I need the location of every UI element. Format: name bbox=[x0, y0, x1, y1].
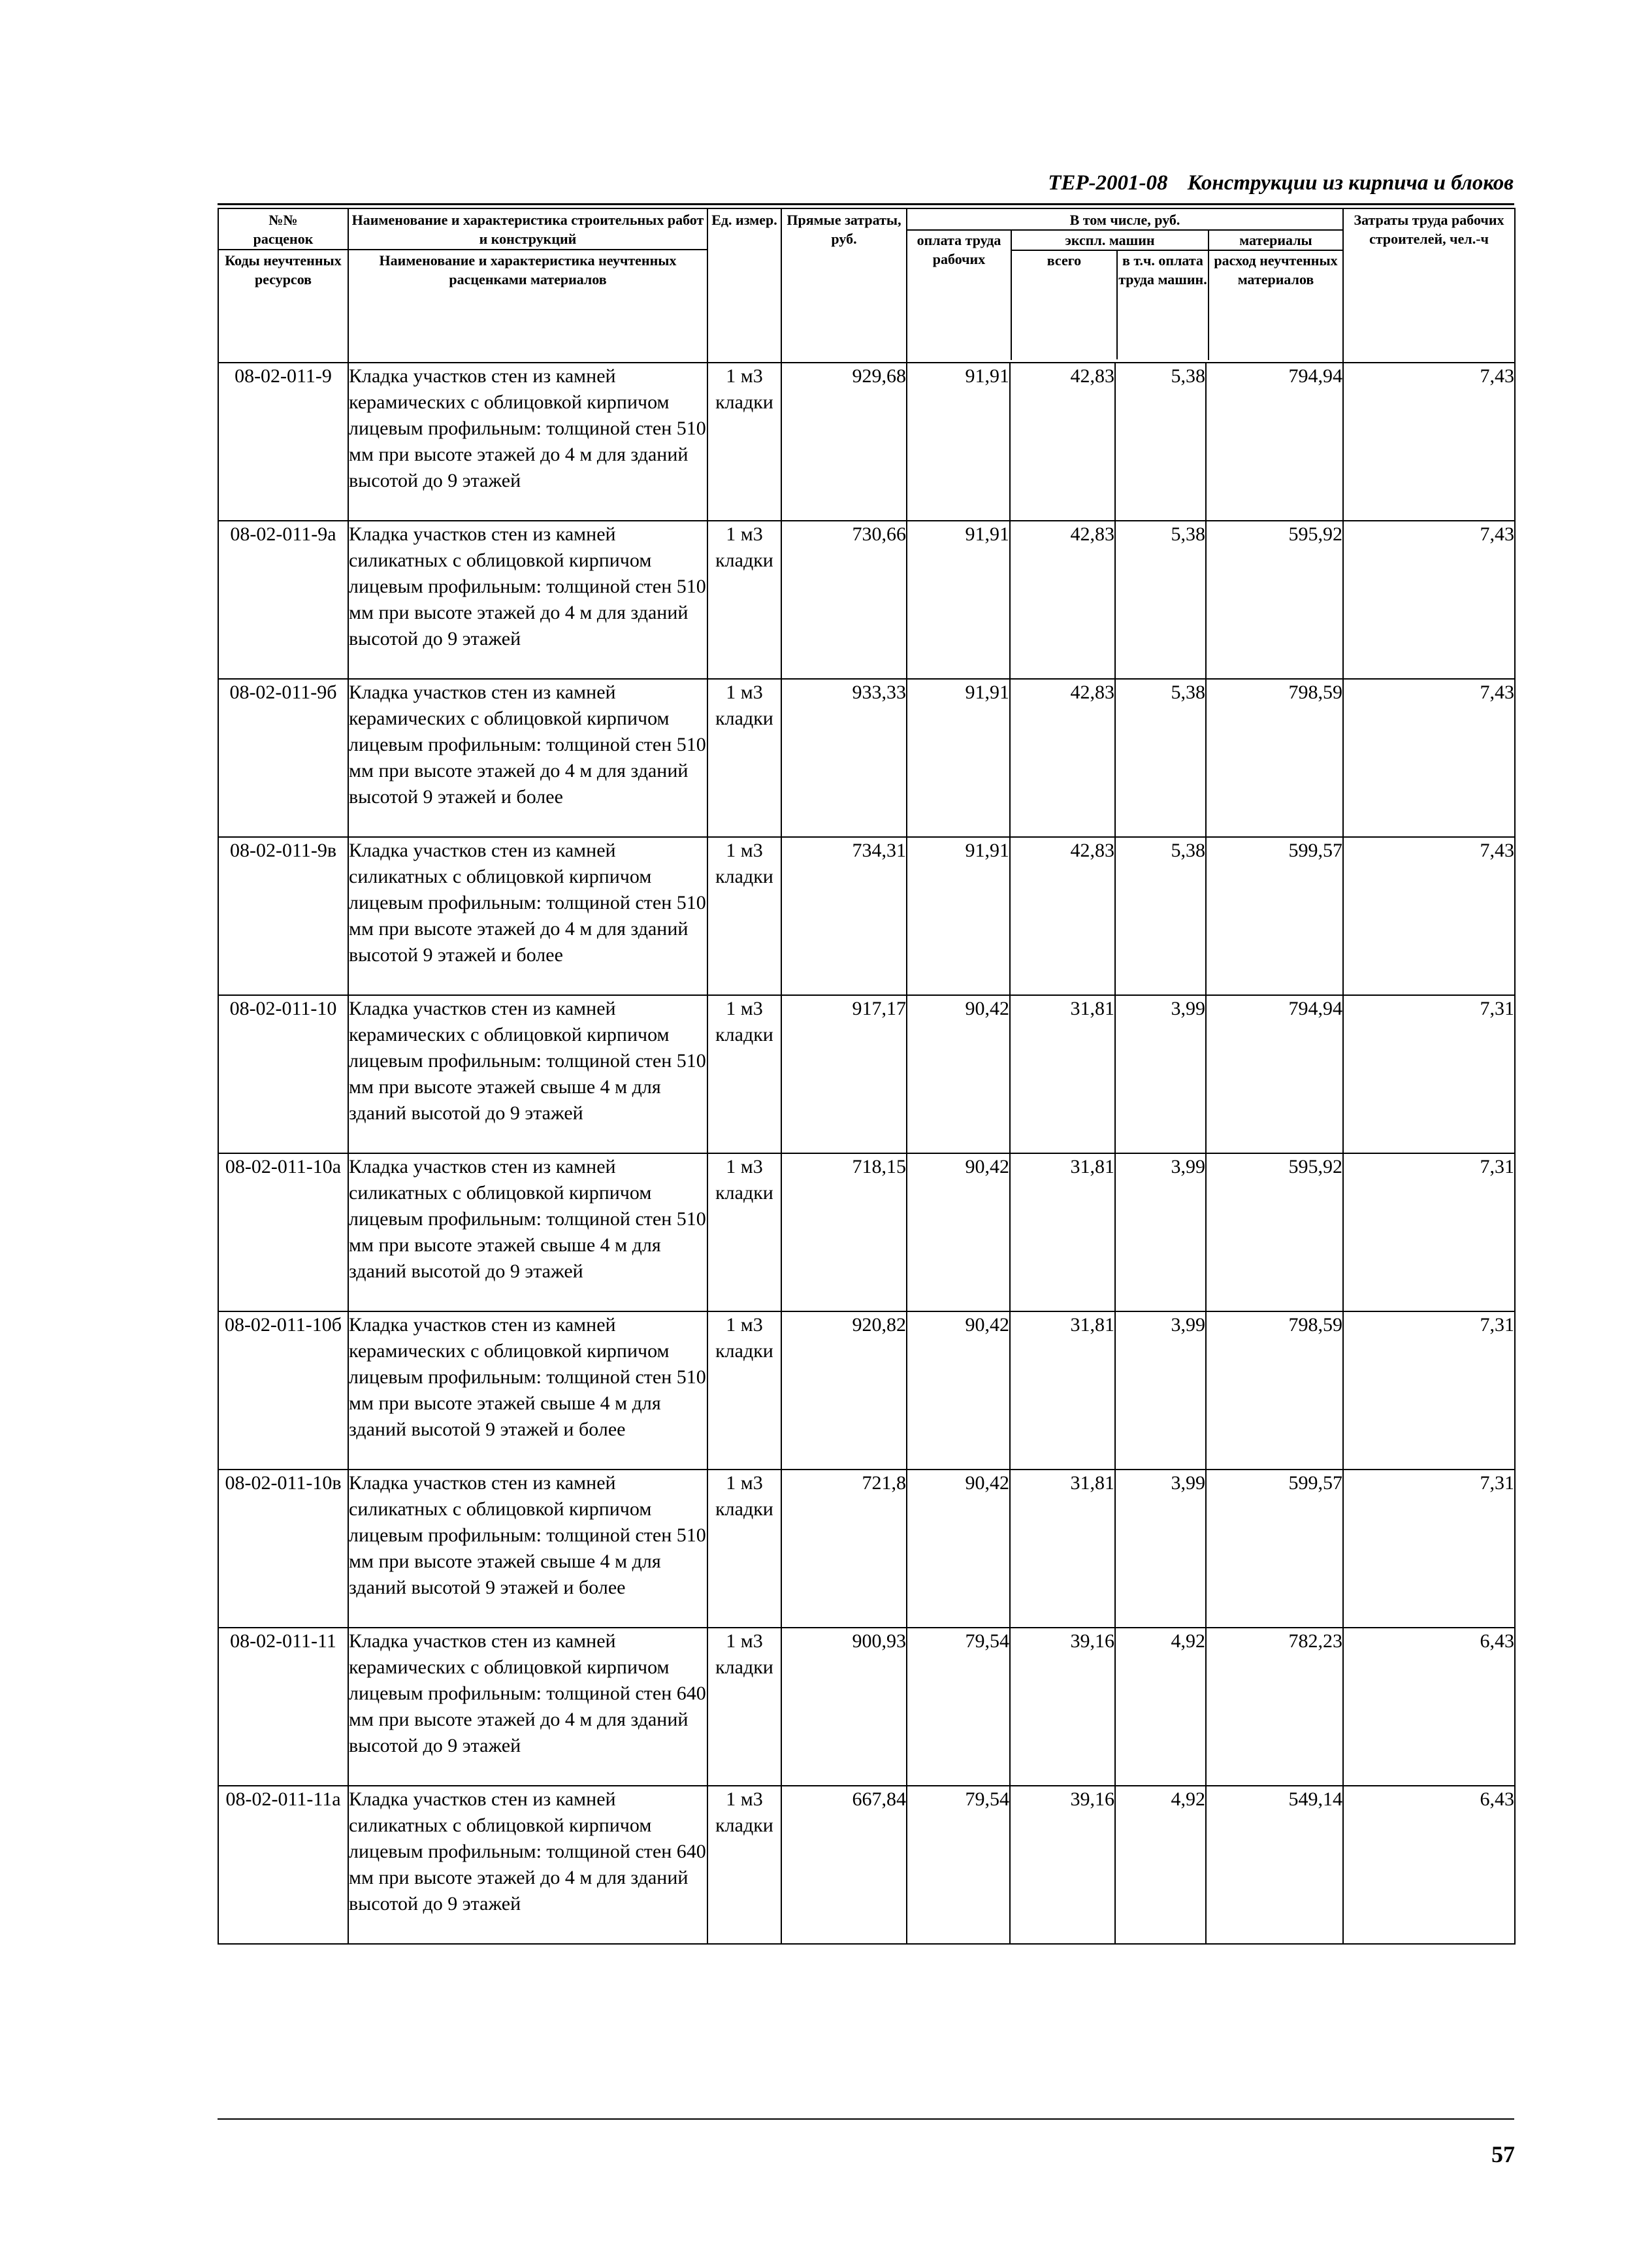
table-body bbox=[218, 363, 1515, 1944]
work-description: Кладка участков стен из камней силикатных с облицовкой кирпичом лицевым профильным: толщиной стен 510 мм при высоте этажей до 4 м для зданий высотой до 9 этажей bbox=[348, 521, 707, 679]
table-row bbox=[218, 1628, 1515, 1786]
direct-cost: 920,82 bbox=[781, 1311, 907, 1470]
labor-hours: 7,43 bbox=[1343, 679, 1515, 837]
machines-total: 31,81 bbox=[1010, 1470, 1115, 1628]
table-row bbox=[218, 679, 1515, 837]
direct-cost: 721,8 bbox=[781, 1470, 907, 1628]
unit-of-measure: 1 м3 кладки bbox=[707, 521, 781, 679]
header-group-label: В том числе, руб. bbox=[907, 209, 1342, 231]
rate-code: 08-02-011-9а bbox=[218, 521, 348, 679]
table-header bbox=[218, 208, 1515, 363]
work-description: Кладка участков стен из камней керамических с облицовкой кирпичом лицевым профильным: толщиной стен 510 мм при высоте этажей свыше 4 м для зданий высотой 9 этажей и более bbox=[348, 1311, 707, 1470]
machines-labor-pay: 4,92 bbox=[1115, 1628, 1206, 1786]
rate-code: 08-02-011-10а bbox=[218, 1153, 348, 1311]
machines-total: 31,81 bbox=[1010, 995, 1115, 1153]
machines-labor-pay: 5,38 bbox=[1115, 837, 1206, 995]
machines-labor-pay: 3,99 bbox=[1115, 1311, 1206, 1470]
materials-cost: 782,23 bbox=[1206, 1628, 1343, 1786]
table-row bbox=[218, 1786, 1515, 1944]
header-rule bbox=[218, 203, 1514, 205]
rate-code: 08-02-011-11 bbox=[218, 1628, 348, 1786]
table-row bbox=[218, 521, 1515, 679]
rate-code: 08-02-011-10б bbox=[218, 1311, 348, 1470]
machines-labor-pay: 5,38 bbox=[1115, 521, 1206, 679]
work-description: Кладка участков стен из камней силикатных с облицовкой кирпичом лицевым профильным: толщиной стен 510 мм при высоте этажей свыше 4 м для зданий высотой до 9 этажей bbox=[348, 1153, 707, 1311]
labor-hours: 7,43 bbox=[1343, 521, 1515, 679]
page-number: 57 bbox=[1491, 2141, 1515, 2167]
materials-cost: 549,14 bbox=[1206, 1786, 1343, 1944]
labor-hours: 7,31 bbox=[1343, 1153, 1515, 1311]
direct-cost: 917,17 bbox=[781, 995, 907, 1153]
unit-of-measure: 1 м3 кладки bbox=[707, 1786, 781, 1944]
unit-of-measure: 1 м3 кладки bbox=[707, 1628, 781, 1786]
materials-cost: 595,92 bbox=[1206, 1153, 1343, 1311]
header-cell-name bbox=[348, 208, 707, 363]
header-machines-label: экспл. машин bbox=[1012, 231, 1208, 251]
direct-cost: 900,93 bbox=[781, 1628, 907, 1786]
rate-code: 08-02-011-10в bbox=[218, 1470, 348, 1628]
work-description: Кладка участков стен из камней керамических с облицовкой кирпичом лицевым профильным: толщиной стен 510 мм при высоте этажей свыше 4 м для зданий высотой до 9 этажей bbox=[348, 995, 707, 1153]
table-row bbox=[218, 1311, 1515, 1470]
work-description: Кладка участков стен из камней силикатных с облицовкой кирпичом лицевым профильным: толщиной стен 510 мм при высоте этажей свыше 4 м для зданий высотой 9 этажей и более bbox=[348, 1470, 707, 1628]
machines-labor-pay: 4,92 bbox=[1115, 1786, 1206, 1944]
labor-pay: 90,42 bbox=[907, 1153, 1010, 1311]
materials-cost: 595,92 bbox=[1206, 521, 1343, 679]
machines-total: 42,83 bbox=[1010, 679, 1115, 837]
machines-total: 42,83 bbox=[1010, 837, 1115, 995]
machines-total: 31,81 bbox=[1010, 1311, 1115, 1470]
machines-labor-pay: 3,99 bbox=[1115, 995, 1206, 1153]
rate-code: 08-02-011-11а bbox=[218, 1786, 348, 1944]
labor-pay: 91,91 bbox=[907, 363, 1010, 521]
header-direct-label: Прямые затраты, руб. bbox=[787, 212, 901, 247]
header-labor-label: Затраты труда рабочих строителей, чел.-ч bbox=[1354, 212, 1504, 247]
materials-cost: 798,59 bbox=[1206, 679, 1343, 837]
header-name-bottom: Наименование и характеристика неучтенных расценками материалов bbox=[349, 249, 707, 289]
header-unit-label: Ед. измер. bbox=[711, 212, 777, 228]
header-cell-group bbox=[907, 208, 1343, 363]
direct-cost: 933,33 bbox=[781, 679, 907, 837]
machines-total: 42,83 bbox=[1010, 521, 1115, 679]
unit-of-measure: 1 м3 кладки bbox=[707, 1153, 781, 1311]
header-code-mid: расценок bbox=[253, 231, 314, 247]
machines-labor-pay: 5,38 bbox=[1115, 679, 1206, 837]
header-code-bottom: Коды неучтенных ресурсов bbox=[219, 249, 348, 289]
header-code-top: №№ bbox=[268, 212, 298, 228]
direct-cost: 667,84 bbox=[781, 1786, 907, 1944]
rates-table bbox=[218, 208, 1516, 1945]
work-description: Кладка участков стен из камней керамических с облицовкой кирпичом лицевым профильным: толщиной стен 510 мм при высоте этажей до 4 м для зданий высотой 9 этажей и более bbox=[348, 679, 707, 837]
labor-pay: 91,91 bbox=[907, 521, 1010, 679]
materials-cost: 599,57 bbox=[1206, 1470, 1343, 1628]
header-cell-direct bbox=[781, 208, 907, 363]
work-description: Кладка участков стен из камней силикатных с облицовкой кирпичом лицевым профильным: толщиной стен 640 мм при высоте этажей до 4 м для зданий высотой до 9 этажей bbox=[348, 1786, 707, 1944]
labor-hours: 7,31 bbox=[1343, 995, 1515, 1153]
table-row bbox=[218, 363, 1515, 521]
direct-cost: 929,68 bbox=[781, 363, 907, 521]
work-description: Кладка участков стен из камней керамических с облицовкой кирпичом лицевым профильным: толщиной стен 640 мм при высоте этажей до 4 м для зданий высотой до 9 этажей bbox=[348, 1628, 707, 1786]
header-cell-code bbox=[218, 208, 348, 363]
labor-pay: 91,91 bbox=[907, 837, 1010, 995]
machines-total: 39,16 bbox=[1010, 1786, 1115, 1944]
machines-labor-pay: 3,99 bbox=[1115, 1470, 1206, 1628]
header-cell-labor bbox=[1343, 208, 1515, 363]
table-row bbox=[218, 837, 1515, 995]
unit-of-measure: 1 м3 кладки bbox=[707, 363, 781, 521]
machines-labor-pay: 5,38 bbox=[1115, 363, 1206, 521]
header-machines-total: всего bbox=[1012, 251, 1118, 359]
header-pay-label: оплата труда рабочих bbox=[907, 231, 1012, 360]
direct-cost: 718,15 bbox=[781, 1153, 907, 1311]
labor-hours: 7,43 bbox=[1343, 363, 1515, 521]
labor-hours: 7,31 bbox=[1343, 1470, 1515, 1628]
labor-pay: 79,54 bbox=[907, 1786, 1010, 1944]
table-row bbox=[218, 1470, 1515, 1628]
labor-hours: 6,43 bbox=[1343, 1786, 1515, 1944]
rate-code: 08-02-011-9 bbox=[218, 363, 348, 521]
header-machines-incl: в т.ч. оплата труда машин. bbox=[1118, 252, 1207, 288]
unit-of-measure: 1 м3 кладки bbox=[707, 995, 781, 1153]
labor-pay: 90,42 bbox=[907, 1311, 1010, 1470]
header-name-top: Наименование и характеристика строительных работ и конструкций bbox=[351, 212, 704, 247]
direct-cost: 734,31 bbox=[781, 837, 907, 995]
unit-of-measure: 1 м3 кладки bbox=[707, 679, 781, 837]
header-materials-label: материалы bbox=[1209, 231, 1342, 251]
section-title: Конструкции из кирпича и блоков bbox=[1187, 171, 1514, 195]
machines-total: 39,16 bbox=[1010, 1628, 1115, 1786]
rate-code: 08-02-011-9в bbox=[218, 837, 348, 995]
labor-pay: 90,42 bbox=[907, 995, 1010, 1153]
unit-of-measure: 1 м3 кладки bbox=[707, 1311, 781, 1470]
table-row bbox=[218, 995, 1515, 1153]
labor-pay: 91,91 bbox=[907, 679, 1010, 837]
machines-total: 42,83 bbox=[1010, 363, 1115, 521]
document-code: ТЕР-2001-08 bbox=[1048, 171, 1168, 195]
unit-of-measure: 1 м3 кладки bbox=[707, 837, 781, 995]
header-cell-unit bbox=[707, 208, 781, 363]
rate-code: 08-02-011-9б bbox=[218, 679, 348, 837]
header-machines bbox=[1012, 231, 1209, 360]
materials-cost: 794,94 bbox=[1206, 363, 1343, 521]
machines-labor-pay: 3,99 bbox=[1115, 1153, 1206, 1311]
rate-code: 08-02-011-10 bbox=[218, 995, 348, 1153]
unit-of-measure: 1 м3 кладки bbox=[707, 1470, 781, 1628]
labor-hours: 6,43 bbox=[1343, 1628, 1515, 1786]
work-description: Кладка участков стен из камней силикатных с облицовкой кирпичом лицевым профильным: толщиной стен 510 мм при высоте этажей до 4 м для зданий высотой 9 этажей и более bbox=[348, 837, 707, 995]
labor-hours: 7,43 bbox=[1343, 837, 1515, 995]
header-materials-sub: расход неучтенных материалов bbox=[1214, 252, 1338, 288]
materials-cost: 599,57 bbox=[1206, 837, 1343, 995]
footer-rule bbox=[218, 2118, 1514, 2120]
machines-total: 31,81 bbox=[1010, 1153, 1115, 1311]
labor-hours: 7,31 bbox=[1343, 1311, 1515, 1470]
materials-cost: 794,94 bbox=[1206, 995, 1343, 1153]
materials-cost: 798,59 bbox=[1206, 1311, 1343, 1470]
labor-pay: 79,54 bbox=[907, 1628, 1010, 1786]
labor-pay: 90,42 bbox=[907, 1470, 1010, 1628]
direct-cost: 730,66 bbox=[781, 521, 907, 679]
header-materials bbox=[1209, 231, 1342, 360]
work-description: Кладка участков стен из камней керамических с облицовкой кирпичом лицевым профильным: толщиной стен 510 мм при высоте этажей до 4 м для зданий высотой до 9 этажей bbox=[348, 363, 707, 521]
table-row bbox=[218, 1153, 1515, 1311]
running-header bbox=[849, 171, 1514, 195]
